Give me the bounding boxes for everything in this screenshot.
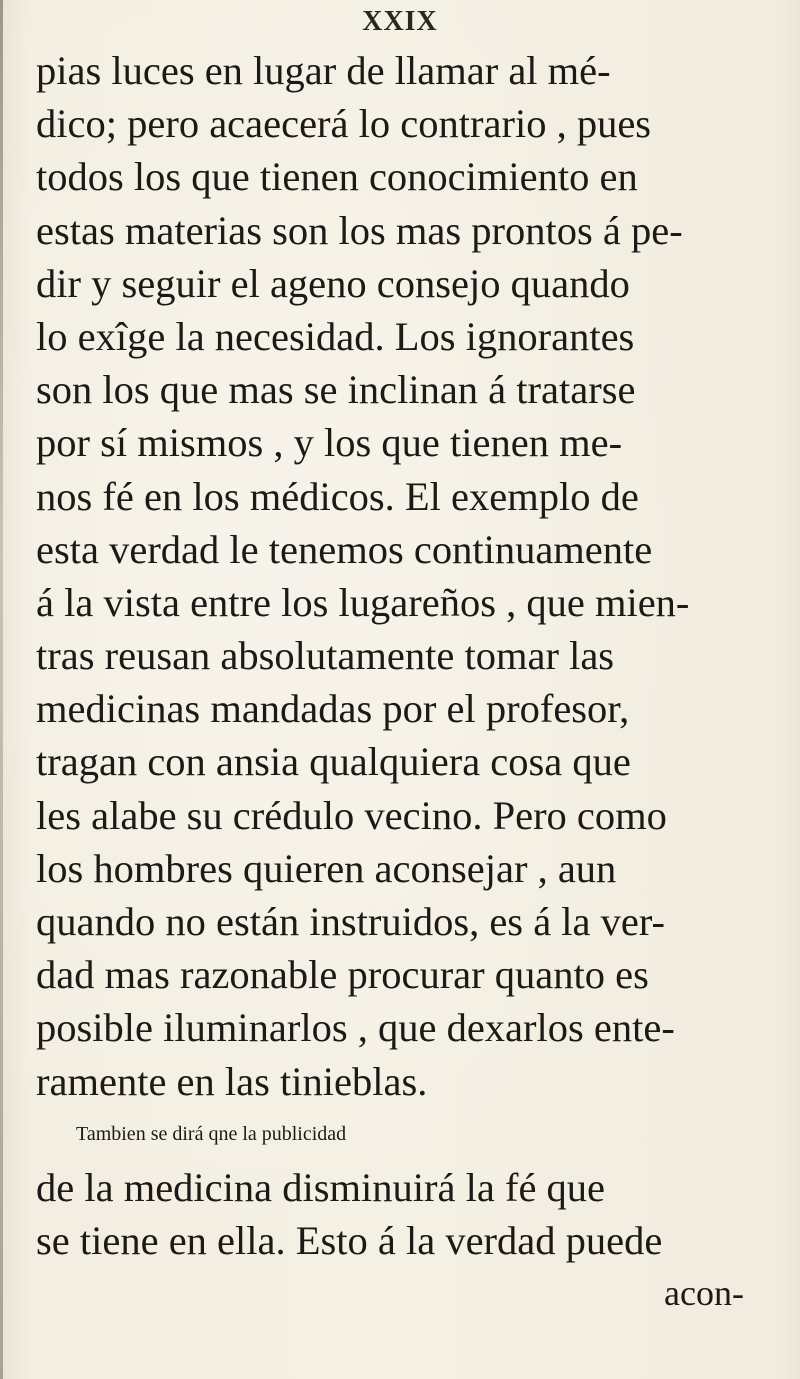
text-line: son los que mas se inclinan á tratarse	[36, 367, 636, 413]
text-line: todos los que tienen conocimiento en	[36, 154, 638, 200]
text-line: lo exîge la necesidad. Los ignorantes	[36, 313, 635, 359]
text-line: de la medicina disminuirá la fé que	[36, 1164, 606, 1210]
page-header-roman-numeral: XXIX	[362, 6, 438, 37]
text-line: por sí mismos , y los que tienen me-	[36, 420, 623, 466]
text-line: dico; pero acaecerá lo contrario , pues	[36, 101, 652, 147]
catchword: acon-	[664, 1273, 744, 1314]
text-line: tras reusan absolutamente tomar las	[36, 633, 615, 679]
text-line: les alabe su crédulo vecino. Pero como	[36, 792, 667, 838]
text-line: quando no están instruidos, es á la ver-	[36, 899, 666, 944]
text-line: nos fé en los médicos. El exemplo de	[36, 473, 639, 519]
text-line: dir y seguir el ageno consejo quando	[36, 260, 630, 306]
text-line: dad mas razonable procurar quanto es	[36, 952, 649, 998]
text-line: los hombres quieren aconsejar , aun	[36, 845, 617, 891]
text-line: ramente en las tinieblas.	[36, 1058, 428, 1104]
text-line: tragan con ansia qualquiera cosa que	[36, 739, 631, 785]
text-line: estas materias son los mas prontos á pe-	[36, 207, 683, 253]
body-text	[36, 44, 766, 1321]
text-line: posible iluminarlos , que dexarlos ente-	[36, 1005, 675, 1051]
paragraph-start-line: Tambien se dirá qne la publicidad	[76, 1122, 347, 1145]
text-line: se tiene en ella. Esto á la verdad puede	[36, 1218, 663, 1264]
text-line: esta verdad le tenemos continuamente	[36, 526, 653, 572]
page-gutter-edge	[0, 0, 3, 1379]
text-line: pias luces en lugar de llamar al mé-	[36, 48, 611, 93]
text-line: á la vista entre los lugareños , que mien-	[36, 579, 690, 625]
text-line: medicinas mandadas por el profesor,	[36, 686, 630, 732]
